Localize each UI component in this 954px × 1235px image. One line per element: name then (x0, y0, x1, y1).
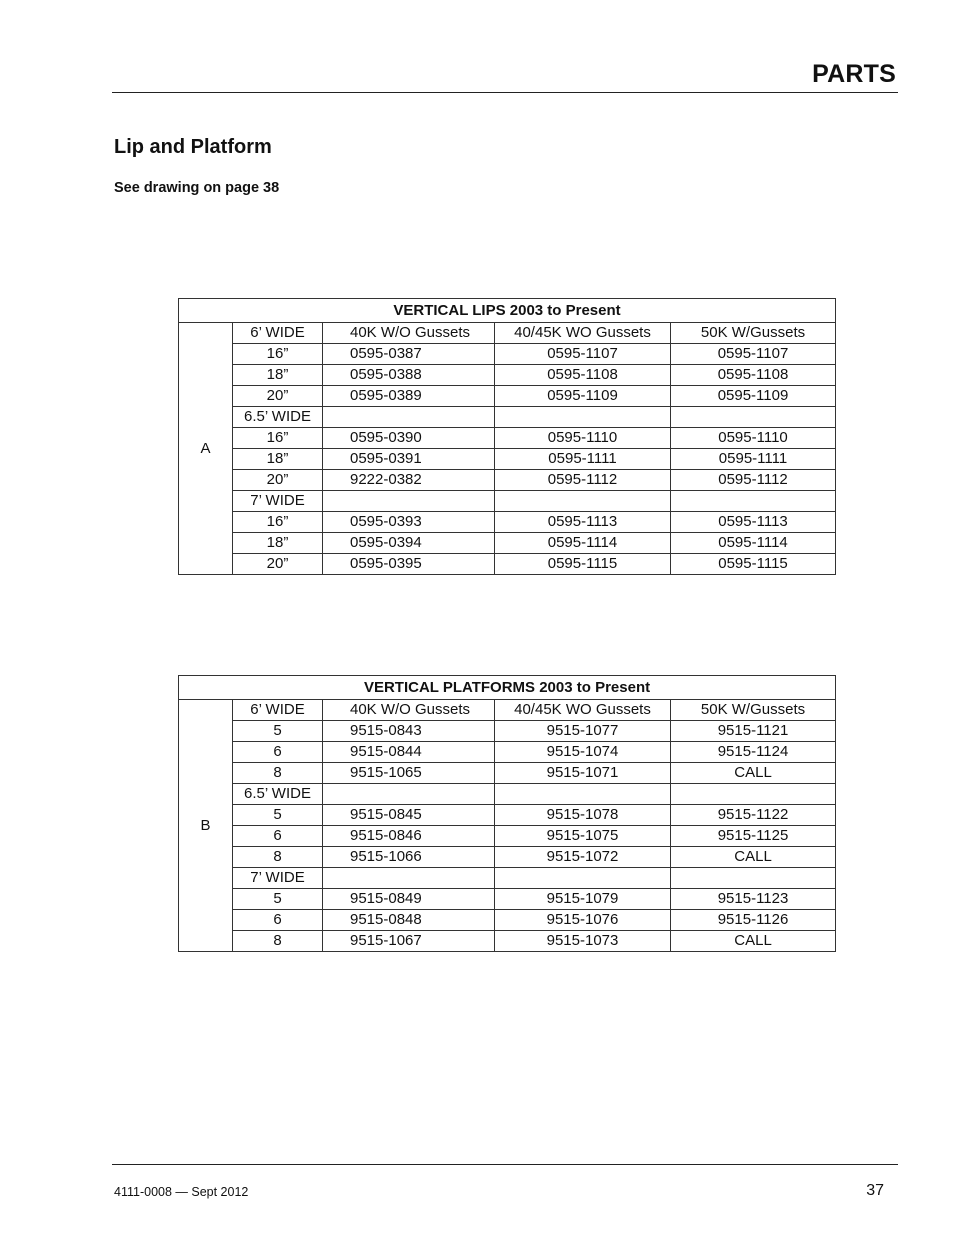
table-row (179, 868, 836, 889)
part-40-45k-cell: 0595-1108 (495, 365, 671, 386)
size-cell: 6’ WIDE (233, 323, 323, 344)
part-40-45k-cell (495, 491, 671, 512)
part-40k-cell (323, 784, 495, 805)
part-40k-cell: 0595-0394 (323, 533, 495, 554)
table-row (179, 554, 836, 575)
size-cell: 16” (233, 344, 323, 365)
part-40-45k-cell: 40/45K WO Gussets (495, 700, 671, 721)
header-divider (112, 92, 898, 93)
vertical-lips-table (178, 298, 836, 575)
part-40-45k-cell: 9515-1078 (495, 805, 671, 826)
size-cell: 6.5’ WIDE (233, 784, 323, 805)
section-subtitle: See drawing on page 38 (114, 180, 280, 196)
page-number: 37 (866, 1182, 884, 1199)
part-50k-cell: 9515-1125 (671, 826, 836, 847)
part-40k-cell: 9515-1065 (323, 763, 495, 784)
size-cell: 8 (233, 931, 323, 952)
size-cell: 8 (233, 763, 323, 784)
size-cell: 6 (233, 826, 323, 847)
table-row (179, 365, 836, 386)
part-40-45k-cell: 0595-1113 (495, 512, 671, 533)
part-50k-cell: 0595-1109 (671, 386, 836, 407)
table-row (179, 700, 836, 721)
table-row (179, 721, 836, 742)
part-40-45k-cell: 40/45K WO Gussets (495, 323, 671, 344)
part-40-45k-cell: 0595-1111 (495, 449, 671, 470)
part-50k-cell: CALL (671, 847, 836, 868)
part-40-45k-cell (495, 868, 671, 889)
table-row (179, 889, 836, 910)
table-row (179, 784, 836, 805)
part-40k-cell: 9515-0845 (323, 805, 495, 826)
part-50k-cell: 0595-1107 (671, 344, 836, 365)
table-row (179, 470, 836, 491)
part-50k-cell: 0595-1115 (671, 554, 836, 575)
size-cell: 20” (233, 554, 323, 575)
part-40-45k-cell: 0595-1114 (495, 533, 671, 554)
part-40k-cell: 9515-0846 (323, 826, 495, 847)
part-50k-cell: 9515-1124 (671, 742, 836, 763)
table-row (179, 512, 836, 533)
part-40-45k-cell: 9515-1071 (495, 763, 671, 784)
part-50k-cell: 0595-1108 (671, 365, 836, 386)
part-50k-cell: 50K W/Gussets (671, 323, 836, 344)
size-cell: 5 (233, 721, 323, 742)
table-row (179, 386, 836, 407)
part-50k-cell: 9515-1126 (671, 910, 836, 931)
size-cell: 5 (233, 805, 323, 826)
table-row (179, 931, 836, 952)
table-row (179, 491, 836, 512)
size-cell: 7’ WIDE (233, 491, 323, 512)
table-row (179, 910, 836, 931)
part-40k-cell (323, 868, 495, 889)
part-40-45k-cell: 9515-1076 (495, 910, 671, 931)
size-cell: 18” (233, 533, 323, 554)
part-50k-cell (671, 407, 836, 428)
part-40k-cell: 0595-0390 (323, 428, 495, 449)
part-40k-cell: 0595-0388 (323, 365, 495, 386)
part-50k-cell: 0595-1114 (671, 533, 836, 554)
group-label-cell: B (179, 700, 233, 952)
table-row (179, 826, 836, 847)
part-40k-cell: 0595-0393 (323, 512, 495, 533)
part-40-45k-cell: 9515-1072 (495, 847, 671, 868)
vertical-platforms-table (178, 675, 836, 952)
table-row (179, 344, 836, 365)
part-40k-cell: 40K W/O Gussets (323, 323, 495, 344)
part-40-45k-cell: 9515-1073 (495, 931, 671, 952)
size-cell: 6 (233, 742, 323, 763)
part-40k-cell: 9515-0848 (323, 910, 495, 931)
part-40-45k-cell: 9515-1077 (495, 721, 671, 742)
part-40k-cell: 9515-0849 (323, 889, 495, 910)
part-50k-cell (671, 868, 836, 889)
part-50k-cell: 0595-1113 (671, 512, 836, 533)
table-row (179, 763, 836, 784)
part-40k-cell: 0595-0387 (323, 344, 495, 365)
size-cell: 8 (233, 847, 323, 868)
table-row (179, 805, 836, 826)
part-40-45k-cell (495, 407, 671, 428)
part-40k-cell: 0595-0391 (323, 449, 495, 470)
size-cell: 16” (233, 512, 323, 533)
size-cell: 20” (233, 386, 323, 407)
part-40k-cell: 9515-1067 (323, 931, 495, 952)
table-row (179, 323, 836, 344)
part-40k-cell: 40K W/O Gussets (323, 700, 495, 721)
part-40k-cell: 0595-0389 (323, 386, 495, 407)
part-50k-cell: CALL (671, 763, 836, 784)
group-label-cell: A (179, 323, 233, 575)
part-40-45k-cell: 0595-1109 (495, 386, 671, 407)
part-40-45k-cell: 0595-1107 (495, 344, 671, 365)
table-caption-row (179, 299, 836, 323)
part-40k-cell (323, 407, 495, 428)
part-50k-cell (671, 491, 836, 512)
table-caption-row (179, 676, 836, 700)
part-40k-cell: 0595-0395 (323, 554, 495, 575)
table-row (179, 742, 836, 763)
page-header-title: PARTS (812, 60, 896, 88)
part-50k-cell: 50K W/Gussets (671, 700, 836, 721)
document-id: 4111-0008 — Sept 2012 (114, 1185, 249, 1199)
part-40k-cell: 9515-0843 (323, 721, 495, 742)
part-50k-cell: 9515-1122 (671, 805, 836, 826)
size-cell: 6’ WIDE (233, 700, 323, 721)
footer-divider (112, 1164, 898, 1165)
part-40-45k-cell (495, 784, 671, 805)
part-50k-cell: 0595-1112 (671, 470, 836, 491)
size-cell: 5 (233, 889, 323, 910)
size-cell: 7’ WIDE (233, 868, 323, 889)
part-50k-cell: 0595-1111 (671, 449, 836, 470)
part-50k-cell: 9515-1123 (671, 889, 836, 910)
section-title: Lip and Platform (114, 136, 272, 158)
part-40-45k-cell: 0595-1112 (495, 470, 671, 491)
size-cell: 20” (233, 470, 323, 491)
part-50k-cell (671, 784, 836, 805)
table-row (179, 847, 836, 868)
part-40-45k-cell: 0595-1110 (495, 428, 671, 449)
part-40k-cell: 9222-0382 (323, 470, 495, 491)
size-cell: 6.5’ WIDE (233, 407, 323, 428)
size-cell: 18” (233, 449, 323, 470)
table-caption: VERTICAL LIPS 2003 to Present (179, 299, 836, 323)
part-40k-cell: 9515-0844 (323, 742, 495, 763)
part-40-45k-cell: 9515-1074 (495, 742, 671, 763)
part-50k-cell: 9515-1121 (671, 721, 836, 742)
table-row (179, 533, 836, 554)
part-40-45k-cell: 9515-1075 (495, 826, 671, 847)
table-row (179, 428, 836, 449)
part-40k-cell: 9515-1066 (323, 847, 495, 868)
part-50k-cell: CALL (671, 931, 836, 952)
size-cell: 16” (233, 428, 323, 449)
part-40k-cell (323, 491, 495, 512)
part-40-45k-cell: 9515-1079 (495, 889, 671, 910)
table-row (179, 407, 836, 428)
size-cell: 6 (233, 910, 323, 931)
part-50k-cell: 0595-1110 (671, 428, 836, 449)
table-caption: VERTICAL PLATFORMS 2003 to Present (179, 676, 836, 700)
table-row (179, 449, 836, 470)
part-40-45k-cell: 0595-1115 (495, 554, 671, 575)
size-cell: 18” (233, 365, 323, 386)
